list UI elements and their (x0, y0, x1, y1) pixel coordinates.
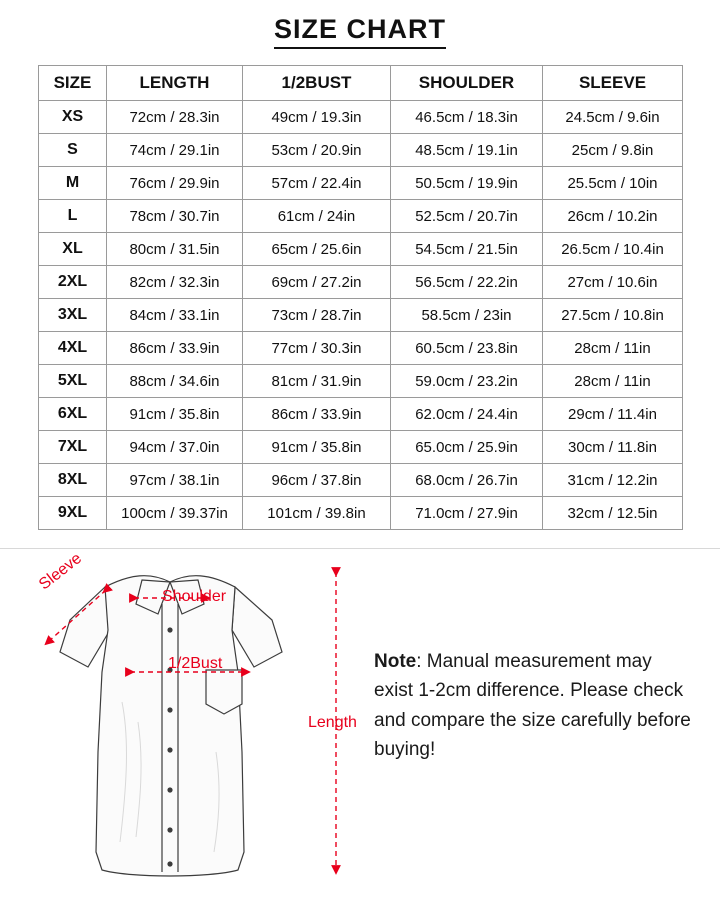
column-header-sleeve: SLEEVE (543, 66, 683, 101)
cell-length: 88cm / 34.6in (107, 365, 243, 398)
cell-length: 84cm / 33.1in (107, 299, 243, 332)
cell-shoulder: 71.0cm / 27.9in (391, 497, 543, 530)
cell-sleeve: 32cm / 12.5in (543, 497, 683, 530)
table-body (39, 101, 683, 530)
column-header-bust: 1/2BUST (243, 66, 391, 101)
table-row (39, 365, 683, 398)
column-header-size: SIZE (39, 66, 107, 101)
cell-sleeve: 28cm / 11in (543, 332, 683, 365)
cell-length: 74cm / 29.1in (107, 134, 243, 167)
cell-sleeve: 25.5cm / 10in (543, 167, 683, 200)
cell-bust: 49cm / 19.3in (243, 101, 391, 134)
cell-sleeve: 24.5cm / 9.6in (543, 101, 683, 134)
table-header (39, 66, 683, 101)
cell-shoulder: 50.5cm / 19.9in (391, 167, 543, 200)
size-chart-table (38, 65, 683, 530)
cell-sleeve: 27cm / 10.6in (543, 266, 683, 299)
table-row (39, 398, 683, 431)
cell-size: XL (39, 233, 107, 266)
cell-bust: 96cm / 37.8in (243, 464, 391, 497)
cell-size: M (39, 167, 107, 200)
measurement-guide-section (0, 549, 720, 913)
table-row (39, 332, 683, 365)
label-shoulder: Shoulder (162, 588, 227, 605)
column-header-shoulder: SHOULDER (391, 66, 543, 101)
note-text: : Manual measurement may exist 1-2cm difference. Please check and compare the size carefully before buying! (374, 651, 691, 761)
cell-shoulder: 59.0cm / 23.2in (391, 365, 543, 398)
cell-shoulder: 56.5cm / 22.2in (391, 266, 543, 299)
note-label: Note (374, 651, 417, 672)
cell-shoulder: 48.5cm / 19.1in (391, 134, 543, 167)
cell-length: 72cm / 28.3in (107, 101, 243, 134)
cell-length: 97cm / 38.1in (107, 464, 243, 497)
table-row (39, 101, 683, 134)
label-bust: 1/2Bust (168, 655, 223, 672)
cell-shoulder: 52.5cm / 20.7in (391, 200, 543, 233)
table-row (39, 266, 683, 299)
table-row (39, 134, 683, 167)
table-row (39, 497, 683, 530)
cell-bust: 73cm / 28.7in (243, 299, 391, 332)
cell-bust: 77cm / 30.3in (243, 332, 391, 365)
table-header-row (39, 66, 683, 101)
cell-length: 91cm / 35.8in (107, 398, 243, 431)
cell-bust: 69cm / 27.2in (243, 266, 391, 299)
cell-length: 86cm / 33.9in (107, 332, 243, 365)
cell-size: 3XL (39, 299, 107, 332)
cell-size: S (39, 134, 107, 167)
cell-sleeve: 26.5cm / 10.4in (543, 233, 683, 266)
table-row (39, 299, 683, 332)
table-row (39, 200, 683, 233)
cell-length: 82cm / 32.3in (107, 266, 243, 299)
cell-bust: 91cm / 35.8in (243, 431, 391, 464)
section-divider (0, 548, 720, 549)
cell-bust: 101cm / 39.8in (243, 497, 391, 530)
cell-sleeve: 30cm / 11.8in (543, 431, 683, 464)
cell-bust: 61cm / 24in (243, 200, 391, 233)
cell-length: 94cm / 37.0in (107, 431, 243, 464)
shirt-diagram (10, 549, 370, 913)
cell-bust: 65cm / 25.6in (243, 233, 391, 266)
label-length: Length (308, 714, 357, 731)
cell-length: 76cm / 29.9in (107, 167, 243, 200)
cell-shoulder: 62.0cm / 24.4in (391, 398, 543, 431)
page-title-wrap (0, 0, 720, 49)
cell-sleeve: 27.5cm / 10.8in (543, 299, 683, 332)
cell-size: XS (39, 101, 107, 134)
cell-length: 100cm / 39.37in (107, 497, 243, 530)
cell-size: 4XL (39, 332, 107, 365)
cell-bust: 81cm / 31.9in (243, 365, 391, 398)
cell-bust: 86cm / 33.9in (243, 398, 391, 431)
cell-shoulder: 58.5cm / 23in (391, 299, 543, 332)
cell-size: 2XL (39, 266, 107, 299)
cell-length: 78cm / 30.7in (107, 200, 243, 233)
cell-size: 8XL (39, 464, 107, 497)
table-row (39, 233, 683, 266)
cell-shoulder: 46.5cm / 18.3in (391, 101, 543, 134)
cell-size: 6XL (39, 398, 107, 431)
table-row (39, 464, 683, 497)
cell-sleeve: 26cm / 10.2in (543, 200, 683, 233)
cell-shoulder: 68.0cm / 26.7in (391, 464, 543, 497)
cell-shoulder: 65.0cm / 25.9in (391, 431, 543, 464)
label-sleeve: Sleeve (36, 549, 86, 594)
table-row (39, 431, 683, 464)
cell-size: L (39, 200, 107, 233)
cell-shoulder: 60.5cm / 23.8in (391, 332, 543, 365)
cell-length: 80cm / 31.5in (107, 233, 243, 266)
cell-sleeve: 25cm / 9.8in (543, 134, 683, 167)
table-row (39, 167, 683, 200)
cell-sleeve: 31cm / 12.2in (543, 464, 683, 497)
cell-size: 5XL (39, 365, 107, 398)
cell-shoulder: 54.5cm / 21.5in (391, 233, 543, 266)
column-header-length: LENGTH (107, 66, 243, 101)
cell-size: 9XL (39, 497, 107, 530)
cell-sleeve: 28cm / 11in (543, 365, 683, 398)
cell-sleeve: 29cm / 11.4in (543, 398, 683, 431)
page-title: SIZE CHART (274, 14, 446, 49)
cell-bust: 53cm / 20.9in (243, 134, 391, 167)
size-chart-table-wrap (38, 65, 682, 530)
cell-size: 7XL (39, 431, 107, 464)
cell-bust: 57cm / 22.4in (243, 167, 391, 200)
note-block (374, 647, 694, 765)
